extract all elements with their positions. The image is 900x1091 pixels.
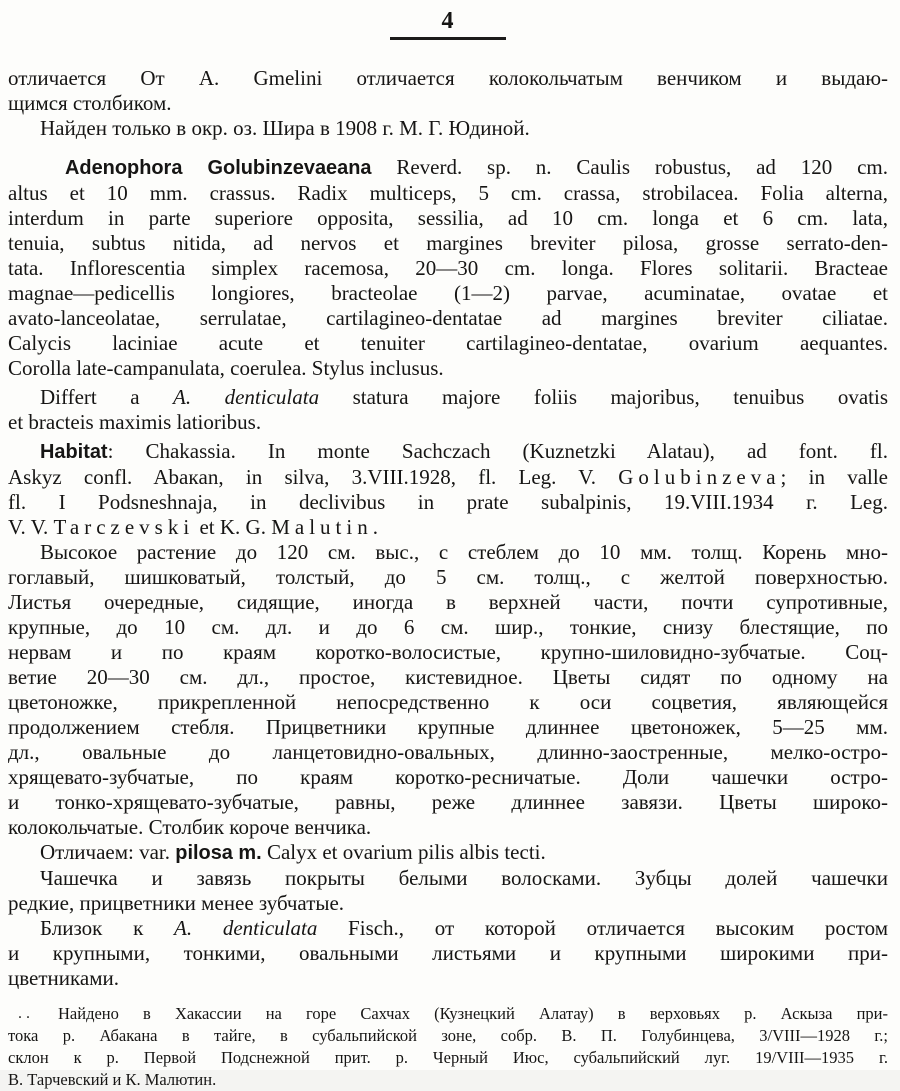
- paragraph-calyx-russian: [8, 866, 888, 916]
- paragraph-gap: [8, 991, 888, 1003]
- text-segment: отличается От А. Gmelini отличается колокольчатым венчиком и выдаю-: [8, 66, 888, 90]
- text-line: [8, 66, 888, 91]
- paragraph-gap: [8, 141, 888, 155]
- text-line: [8, 306, 888, 331]
- text-segment: .: [372, 515, 378, 539]
- text-segment: Reverd. sp. n. Caulis robustus, ad 120 cm.: [371, 155, 888, 179]
- text-segment: и тонко-хрящевато-зубчатые, равны, реже длиннее завязи. Цветы широко-: [8, 790, 888, 814]
- text-segment: ветие 20—30 см. дл., простое, кистевидное. Цветы сидят по одному на: [8, 665, 888, 689]
- text-line: [8, 690, 888, 715]
- text-segment: хрящевато-зубчатые, по краям коротко-ресничатые. Доли чашечки остро-: [8, 765, 888, 789]
- text-segment: Corolla late-campanulata, coerulea. Stylus inclusus.: [8, 356, 444, 380]
- text-segment: et bracteis maximis latioribus.: [8, 410, 262, 434]
- paragraph-found-shira: [8, 116, 888, 141]
- text-segment: Найдено в Хакассии на горе Сахчах (Кузнецкий Алатау) в верховьях р. Аскыза при-: [58, 1004, 888, 1023]
- header-rule: [390, 37, 506, 40]
- footnote-collection-data: [8, 1003, 888, 1091]
- text-line: [8, 1047, 888, 1069]
- text-line: [8, 615, 888, 640]
- paragraph-differt: [8, 385, 888, 435]
- text-line: [8, 815, 888, 840]
- text-line: [8, 490, 888, 515]
- text-segment: magnae—pedicellis longiores, bracteolae (1—2) parvae, acuminatae, ovatae et: [8, 281, 888, 305]
- text-line: [8, 941, 888, 966]
- paragraph-habitat: [8, 439, 888, 540]
- text-line: [8, 281, 888, 306]
- text-segment: avato-lanceolatae, serrulatae, cartilagineo-dentatae ad margines breviter ciliatae.: [8, 306, 888, 330]
- text-segment: Calyx et ovarium pilis albis tecti.: [261, 840, 546, 864]
- text-segment: pilosa m.: [175, 842, 262, 864]
- text-line: [8, 385, 888, 410]
- text-segment: крупные, до 10 см. дл. и до 6 см. шир., тонкие, снизу блестящие, по: [8, 615, 888, 639]
- text-segment: : Chakassia. In monte Sachczach (Kuznetzki Alatau), ad font. fl.: [107, 439, 888, 463]
- text-line: [8, 916, 888, 941]
- text-line: [8, 515, 888, 540]
- text-line: [8, 840, 888, 866]
- text-line: [8, 116, 888, 141]
- text-segment: et K. G.: [194, 515, 272, 539]
- text-segment: колокольчатые. Столбик короче венчика.: [8, 815, 372, 839]
- text-line: [8, 790, 888, 815]
- text-line: [8, 1025, 888, 1047]
- text-segment: Высокое растение до 120 см. выс., с стеблем до 10 мм. толщ. Корень мно-: [40, 540, 888, 564]
- text-segment: цветоножке, прикрепленной непосредственно к оси соцветия, являющейся: [8, 690, 888, 714]
- text-line: [8, 640, 888, 665]
- text-segment: щимся столбиком.: [8, 91, 172, 115]
- text-segment: дл., овальные до ланцетовидно-овальных, длинно-заостренные, мелко-остро-: [8, 740, 888, 764]
- text-line: [8, 866, 888, 891]
- text-segment: Fisch., от которой отличается высоким ростом: [317, 916, 889, 940]
- text-line: [8, 465, 888, 490]
- text-line: [8, 565, 888, 590]
- text-line: [8, 740, 888, 765]
- text-segment: Отличаем: var.: [40, 840, 176, 864]
- text-segment: Malutin: [271, 515, 373, 539]
- text-line: [8, 155, 888, 181]
- text-segment: statura majore foliis majoribus, tenuibus ovatis: [319, 385, 889, 409]
- text-line: [8, 765, 888, 790]
- page-header: [8, 8, 888, 40]
- text-line: [8, 181, 888, 206]
- text-segment: altus et 10 mm. crassus. Radix multiceps, 5 cm. crassa, strobilacea. Folia alterna,: [8, 181, 888, 205]
- text-segment: Differt a: [40, 385, 174, 409]
- text-segment: цветниками.: [8, 966, 119, 990]
- text-line: [8, 590, 888, 615]
- text-line: [8, 715, 888, 740]
- text-line: [8, 966, 888, 991]
- text-segment: Tarczevski: [53, 515, 195, 539]
- text-line: [8, 331, 888, 356]
- text-segment: Найден только в окр. оз. Шира в 1908 г. М. Г. Юдиной.: [40, 116, 530, 140]
- text-segment: Calycis laciniae acute et tenuiter cartilagineo-dentatae, ovarium aequantes.: [8, 331, 888, 355]
- footnote-marker: . .: [18, 1005, 30, 1022]
- text-line: [8, 665, 888, 690]
- paragraph-var-pilosa: [8, 840, 888, 866]
- text-line: [8, 439, 888, 465]
- text-line: [8, 231, 888, 256]
- text-segment: Habitat: [40, 441, 108, 463]
- text-segment: tata. Inflorescentia simplex racemosa, 20—30 cm. longa. Flores solitarii. Bracteae: [8, 256, 888, 280]
- text-segment: V. V.: [8, 515, 54, 539]
- text-line: [8, 356, 888, 381]
- text-segment: нервам и по краям коротко-волосистые, крупно-шиловидно-зубчатые. Соц-: [8, 640, 888, 664]
- species-description-russian: [8, 540, 888, 840]
- text-segment: и крупными, тонкими, овальными листьями и крупными широкими при-: [8, 941, 888, 965]
- species-description-latin: [8, 155, 888, 381]
- text-line: [8, 256, 888, 281]
- text-segment: fl. I Podsneshnaja, in declivibus in prate subalpinis, 19.VIII.1934 г. Leg.: [8, 490, 888, 514]
- text-segment: tenuia, subtus nitida, ad nervos et margines breviter pilosa, grosse serrato-den-: [8, 231, 888, 255]
- text-segment: редкие, прицветники менее зубчатые.: [8, 891, 345, 915]
- text-segment: ; in valle: [780, 465, 889, 489]
- page-number: 4: [441, 8, 455, 34]
- text-line: [8, 891, 888, 916]
- text-segment: В. Тарчевский и К. Малютин.: [8, 1070, 217, 1089]
- text-line: [8, 410, 888, 435]
- text-segment: Askyz confl. Abaкan, in silva, 3.VIII.1928, fl. Leg. V.: [8, 465, 619, 489]
- text-segment: A. denticulata: [174, 916, 318, 940]
- text-segment: продолжением стебля. Прицветники крупные длиннее цветоножек, 5—25 мм.: [8, 715, 888, 739]
- text-line: [8, 91, 888, 116]
- text-block: [8, 66, 888, 1091]
- text-segment: interdum in parte superiore opposita, sessilia, ad 10 cm. longa et 6 cm. lata,: [8, 206, 888, 230]
- continuation-paragraph: [8, 66, 888, 116]
- text-segment: A. denticulata: [173, 385, 320, 409]
- text-segment: склон к р. Первой Подснежной прит. р. Черный Июс, субальпийский луг. 19/VIII—1935 г.: [8, 1048, 888, 1067]
- text-segment: Близок к: [40, 916, 175, 940]
- text-segment: Adenophora Golubinzevaeana: [65, 157, 372, 179]
- text-line: [8, 206, 888, 231]
- text-line: [8, 540, 888, 565]
- text-segment: Golubinzeva: [618, 465, 781, 489]
- text-line: [8, 1003, 888, 1025]
- text-segment: Листья очередные, сидящие, иногда в верхней части, почти супротивные,: [8, 590, 888, 614]
- paragraph-comparison: [8, 916, 888, 991]
- text-line: [8, 1069, 888, 1091]
- text-segment: Чашечка и завязь покрыты белыми волосками. Зубцы долей чашечки: [40, 866, 888, 890]
- text-segment: гоглавый, шишковатый, толстый, до 5 см. толщ., с желтой поверхностью.: [8, 565, 888, 589]
- text-segment: тока р. Абакана в тайге, в субальпийской зоне, собр. В. П. Голубинцева, 3/VIII—1928 г.;: [8, 1026, 888, 1045]
